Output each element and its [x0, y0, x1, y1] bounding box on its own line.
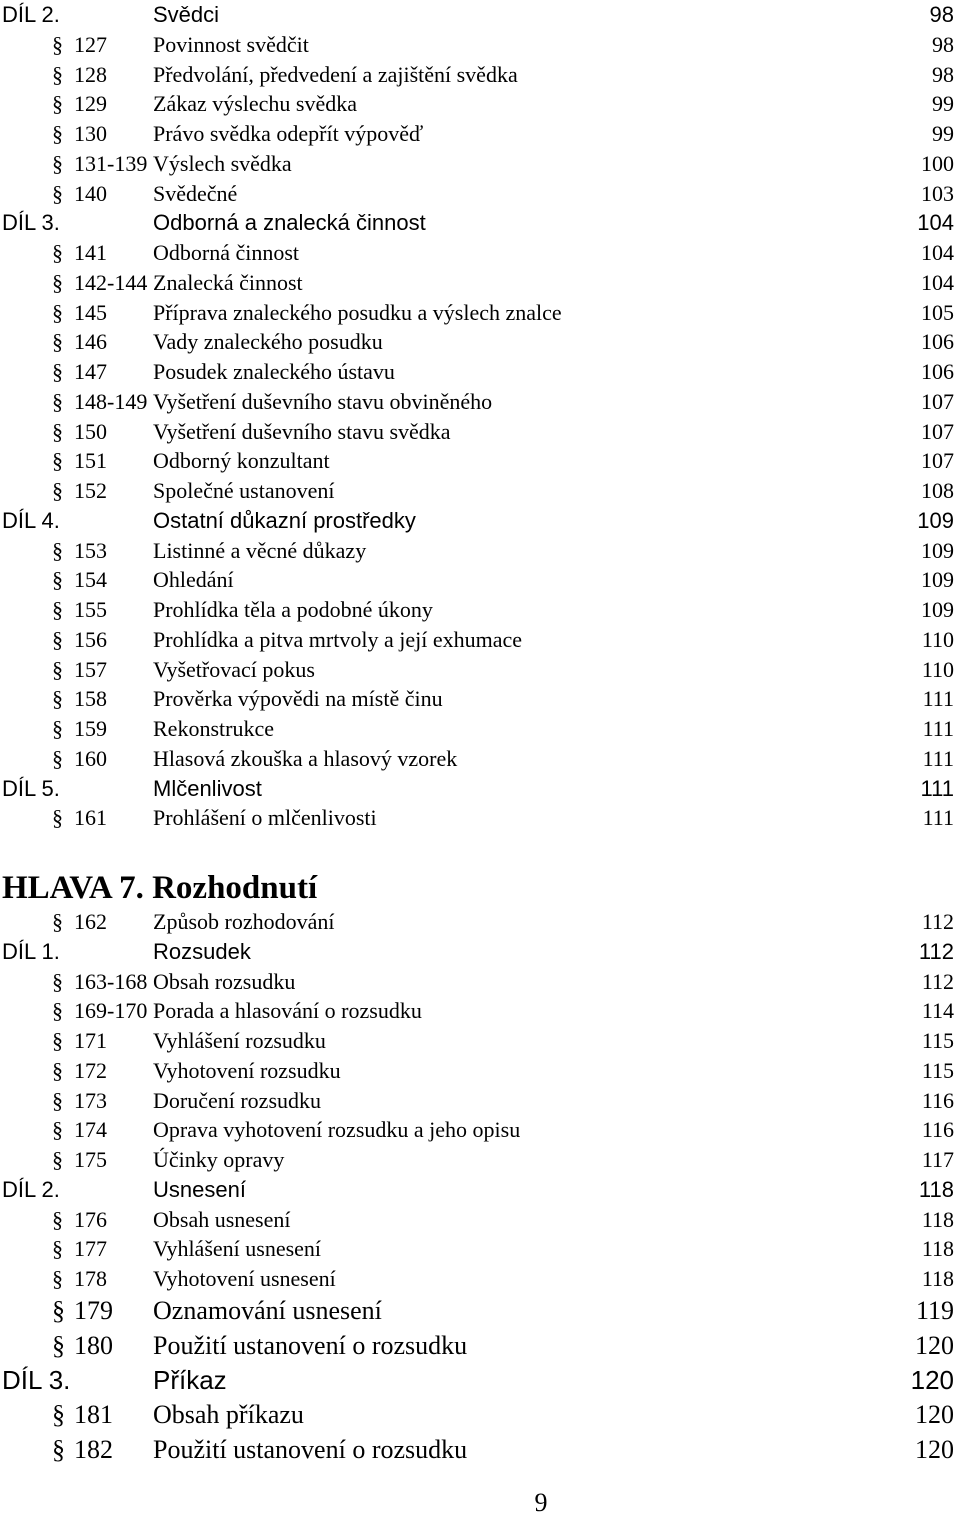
toc-page-number: 112	[921, 909, 954, 934]
section-sign-icon: §	[52, 537, 63, 563]
section-sign-icon: §	[52, 240, 63, 265]
toc-page-number: 110	[921, 656, 954, 682]
toc-page-number: 105	[921, 299, 954, 325]
paragraph-number	[52, 1026, 107, 1056]
toc-page-number: 109	[921, 567, 954, 593]
toc-paragraph-row	[0, 1026, 960, 1056]
paragraph-number-text: 131-139	[74, 150, 148, 176]
toc-division-row	[0, 1363, 960, 1398]
paragraph-number	[52, 1398, 113, 1433]
section-sign-icon: §	[52, 716, 63, 741]
toc-page-number: 119	[915, 1295, 954, 1325]
paragraph-number	[52, 967, 147, 997]
paragraph-number	[52, 536, 107, 566]
toc-paragraph-row	[0, 1264, 960, 1294]
section-sign-icon: §	[52, 968, 63, 994]
toc-entry-title: Výslech svědka	[153, 150, 292, 176]
paragraph-number	[52, 1145, 107, 1175]
section-sign-icon: §	[52, 1028, 63, 1053]
toc-paragraph-row	[0, 417, 960, 447]
toc-entry-title: Použití ustanovení o rozsudku	[153, 1434, 468, 1464]
section-sign-icon: §	[52, 1330, 65, 1360]
section-sign-icon: §	[52, 1087, 63, 1113]
toc-page-number: 118	[921, 1236, 954, 1262]
paragraph-number	[52, 907, 107, 937]
toc-page-number: 109	[921, 537, 954, 563]
toc-entry-title: Listinné a věcné důkazy	[153, 537, 367, 563]
paragraph-number-text: 171	[74, 1028, 107, 1053]
toc-page-number: 104	[921, 269, 954, 295]
section-sign-icon: §	[52, 686, 63, 712]
paragraph-number	[52, 89, 107, 119]
toc-entry-title: Odborná činnost	[153, 240, 300, 265]
toc-page-number: 120	[915, 1400, 954, 1429]
paragraph-number-text: 162	[74, 909, 107, 934]
toc-entry-title: Vady znaleckého posudku	[153, 329, 383, 355]
toc-page-number: 106	[921, 329, 954, 355]
toc-page-number: 120	[910, 1365, 954, 1396]
paragraph-number	[52, 655, 107, 685]
toc-paragraph-row	[0, 967, 960, 997]
paragraph-number	[52, 1115, 107, 1145]
section-sign-icon: §	[52, 180, 63, 206]
paragraph-number	[52, 30, 107, 60]
paragraph-number	[52, 327, 107, 357]
paragraph-number-text: 147	[74, 359, 107, 384]
toc-entry-title: Vyhotovení rozsudku	[153, 1057, 341, 1083]
toc-page-number: 98	[932, 61, 954, 87]
toc-paragraph-row	[0, 89, 960, 119]
paragraph-number-text: 177	[74, 1236, 107, 1262]
toc-paragraph-row	[0, 476, 960, 506]
section-sign-icon: §	[52, 1295, 65, 1325]
toc-entry-title: Prohlášení o mlčenlivosti	[153, 805, 377, 831]
paragraph-number-text: 173	[74, 1087, 107, 1113]
toc-entry-title: Znalecká činnost	[153, 269, 303, 295]
toc-paragraph-row	[0, 625, 960, 655]
paragraph-number-text: 157	[74, 656, 107, 682]
toc-paragraph-row	[0, 298, 960, 328]
toc-entry-title: Rekonstrukce	[153, 716, 274, 741]
toc-division-row	[0, 506, 960, 536]
paragraph-number	[52, 357, 107, 387]
toc-page-number: 120	[915, 1330, 954, 1360]
paragraph-number	[52, 625, 107, 655]
toc-entry-title: Rozsudek	[153, 938, 251, 964]
toc-entry-title: Vyšetření duševního stavu svědka	[153, 418, 451, 444]
paragraph-number-text: 151	[74, 448, 107, 474]
toc-entry-title: Příprava znaleckého posudku a výslech znalce	[153, 299, 562, 325]
toc-paragraph-row	[0, 536, 960, 566]
section-sign-icon: §	[52, 448, 63, 474]
paragraph-number	[52, 714, 107, 744]
division-label: DÍL 2.	[2, 1176, 60, 1202]
section-sign-icon: §	[52, 150, 63, 176]
paragraph-number	[52, 149, 147, 179]
paragraph-number-text: 163-168	[74, 968, 148, 994]
toc-entry-title: Hlasová zkouška a hlasový vzorek	[153, 745, 458, 771]
toc-entry-title: Příkaz	[153, 1365, 227, 1396]
paragraph-number	[52, 1234, 107, 1264]
toc-paragraph-row	[0, 1398, 960, 1433]
paragraph-number-text: 180	[74, 1330, 113, 1360]
paragraph-number-text: 182	[74, 1434, 113, 1464]
paragraph-number-text: 154	[74, 567, 107, 593]
section-sign-icon: §	[52, 656, 63, 682]
toc-entry-title: Prohlídka a pitva mrtvoly a její exhumace	[153, 626, 523, 652]
toc-paragraph-row	[0, 1329, 960, 1364]
toc-paragraph-row	[0, 268, 960, 298]
toc-paragraph-row	[0, 1205, 960, 1235]
toc-entry-title: Odborný konzultant	[153, 448, 330, 474]
section-sign-icon: §	[52, 1206, 63, 1232]
paragraph-number-text: 181	[74, 1400, 113, 1429]
toc-paragraph-row	[0, 238, 960, 268]
paragraph-number-text: 156	[74, 626, 107, 652]
paragraph-number	[52, 1205, 107, 1235]
toc-entry-title: Svědci	[153, 2, 220, 27]
toc-paragraph-row	[0, 1234, 960, 1264]
toc-page-number: 120	[915, 1434, 954, 1464]
toc-page-number: 111	[922, 716, 954, 741]
paragraph-number	[52, 996, 147, 1026]
toc-paragraph-row	[0, 60, 960, 90]
toc-entry-title: Doručení rozsudku	[153, 1087, 322, 1113]
paragraph-number	[52, 565, 107, 595]
paragraph-number-text: 150	[74, 418, 107, 444]
section-sign-icon: §	[52, 1117, 63, 1143]
toc-paragraph-row	[0, 119, 960, 149]
paragraph-number-text: 145	[74, 299, 107, 325]
toc-page-number: 99	[932, 91, 954, 117]
division-label: DÍL 5.	[2, 775, 60, 801]
section-sign-icon: §	[52, 1400, 65, 1429]
toc-entry-title: Použití ustanovení o rozsudku	[153, 1330, 468, 1360]
toc-page-number: 107	[921, 388, 954, 414]
toc-entry-title: Obsah příkazu	[153, 1400, 304, 1429]
toc-entry-title: Vyhlášení usnesení	[153, 1236, 322, 1262]
section-sign-icon: §	[52, 909, 63, 934]
paragraph-number-text: 146	[74, 329, 107, 355]
paragraph-number-text: 158	[74, 686, 107, 712]
toc-page-number: 111	[920, 775, 954, 801]
toc-page-number: 111	[922, 686, 954, 712]
toc-entry-title: Ostatní důkazní prostředky	[153, 507, 416, 533]
section-sign-icon: §	[52, 998, 63, 1024]
toc-entry-title: Předvolání, předvedení a zajištění svědka	[153, 61, 518, 87]
toc-paragraph-row	[0, 803, 960, 833]
paragraph-number-text: 175	[74, 1147, 107, 1172]
section-sign-icon: §	[52, 31, 63, 57]
paragraph-number	[52, 684, 107, 714]
paragraph-number	[52, 446, 107, 476]
toc-paragraph-row	[0, 387, 960, 417]
section-sign-icon: §	[52, 597, 63, 622]
paragraph-number-text: 155	[74, 597, 107, 622]
paragraph-number	[52, 1264, 107, 1294]
toc-page-number: 118	[921, 1266, 954, 1291]
toc-page-number: 115	[921, 1057, 954, 1083]
paragraph-number	[52, 268, 147, 298]
paragraph-number-text: 140	[74, 180, 107, 206]
paragraph-number-text: 148-149	[74, 388, 148, 414]
paragraph-number-text: 161	[74, 805, 107, 831]
paragraph-number	[52, 179, 107, 209]
toc-page-number: 115	[921, 1028, 954, 1053]
toc-page-number: 112	[918, 938, 954, 964]
paragraph-number-text: 160	[74, 745, 107, 771]
paragraph-number	[52, 417, 107, 447]
toc-paragraph-row	[0, 684, 960, 714]
toc-page-number: 118	[921, 1206, 954, 1232]
section-sign-icon: §	[52, 388, 63, 414]
toc-paragraph-row	[0, 565, 960, 595]
paragraph-number-text: 127	[74, 31, 107, 57]
toc-paragraph-row	[0, 655, 960, 685]
toc-page-number: 117	[921, 1147, 954, 1172]
division-label: DÍL 4.	[2, 507, 60, 533]
toc-paragraph-row	[0, 149, 960, 179]
paragraph-number-text: 179	[74, 1295, 113, 1325]
section-sign-icon: §	[52, 478, 63, 503]
toc-page-number: 100	[921, 150, 954, 176]
section-sign-icon: §	[52, 1147, 63, 1172]
division-label: DÍL 1.	[2, 938, 60, 964]
paragraph-number-text: 174	[74, 1117, 107, 1143]
toc-page-number: 108	[921, 478, 954, 503]
paragraph-number-text: 169-170	[74, 998, 148, 1024]
toc-paragraph-row	[0, 744, 960, 774]
toc-paragraph-row	[0, 595, 960, 625]
paragraph-number-text: 172	[74, 1057, 107, 1083]
paragraph-number-text: 153	[74, 537, 107, 563]
toc-paragraph-row	[0, 1145, 960, 1175]
toc-section-b	[0, 907, 960, 1468]
paragraph-number	[52, 60, 107, 90]
toc-page-number: 112	[921, 968, 954, 994]
toc-page-number: 104	[917, 210, 954, 236]
toc-entry-title: Obsah rozsudku	[153, 968, 296, 994]
toc-division-row	[0, 0, 960, 30]
toc-entry-title: Právo svědka odepřít výpověď	[153, 121, 424, 146]
paragraph-number-text: 128	[74, 61, 107, 87]
toc-entry-title: Povinnost svědčit	[153, 31, 309, 57]
toc-entry-title: Porada a hlasování o rozsudku	[153, 998, 422, 1024]
toc-paragraph-row	[0, 179, 960, 209]
section-sign-icon: §	[52, 61, 63, 87]
chapter-heading: HLAVA 7. Rozhodnutí	[2, 870, 318, 906]
toc-page-number: 111	[922, 805, 954, 831]
paragraph-number	[52, 1056, 107, 1086]
toc-page-number: 107	[921, 448, 954, 474]
paragraph-number-text: 178	[74, 1266, 107, 1291]
toc-page-number: 116	[921, 1087, 954, 1113]
toc-entry-title: Ohledání	[153, 567, 234, 593]
toc-entry-title: Oznamování usnesení	[153, 1295, 382, 1325]
paragraph-number	[52, 238, 107, 268]
paragraph-number	[52, 803, 107, 833]
toc-entry-title: Společné ustanovení	[153, 478, 335, 503]
toc-entry-title: Svědečné	[153, 180, 238, 206]
toc-entry-title: Účinky opravy	[153, 1147, 285, 1172]
toc-page-number: 109	[917, 507, 954, 533]
toc-entry-title: Vyhlášení rozsudku	[153, 1028, 326, 1053]
toc-paragraph-row	[0, 30, 960, 60]
toc-paragraph-row	[0, 357, 960, 387]
toc-page-number: 109	[921, 597, 954, 622]
toc-entry-title: Vyšetření duševního stavu obviněného	[153, 388, 493, 414]
section-sign-icon: §	[52, 1057, 63, 1083]
division-label: DÍL 3.	[2, 1365, 71, 1396]
section-sign-icon: §	[52, 418, 63, 444]
division-label: DÍL 2.	[2, 2, 60, 27]
paragraph-number	[52, 476, 107, 506]
toc-division-row	[0, 208, 960, 238]
toc-division-row	[0, 937, 960, 967]
toc-entry-title: Prohlídka těla a podobné úkony	[153, 597, 433, 622]
toc-entry-title: Způsob rozhodování	[153, 909, 335, 934]
paragraph-number-text: 176	[74, 1206, 107, 1232]
toc-entry-title: Vyšetřovací pokus	[153, 656, 315, 682]
toc-entry-title: Zákaz výslechu svědka	[153, 91, 358, 117]
section-sign-icon: §	[52, 567, 63, 593]
toc-paragraph-row	[0, 1056, 960, 1086]
section-sign-icon: §	[52, 626, 63, 652]
toc-paragraph-row	[0, 327, 960, 357]
toc-entry-title: Usnesení	[153, 1176, 246, 1202]
paragraph-number-text: 142-144	[74, 269, 148, 295]
toc-entry-title: Mlčenlivost	[153, 775, 262, 801]
toc-paragraph-row	[0, 1433, 960, 1468]
section-sign-icon: §	[52, 269, 63, 295]
toc-page-number: 118	[918, 1176, 954, 1202]
paragraph-number	[52, 744, 107, 774]
toc-entry-title: Posudek znaleckého ústavu	[153, 359, 395, 384]
toc-entry-title: Obsah usnesení	[153, 1206, 291, 1232]
paragraph-number-text: 129	[74, 91, 107, 117]
section-sign-icon: §	[52, 805, 63, 831]
section-sign-icon: §	[52, 91, 63, 117]
paragraph-number	[52, 119, 107, 149]
paragraph-number-text: 159	[74, 716, 107, 741]
toc-page-number: 116	[921, 1117, 954, 1143]
paragraph-number	[52, 1329, 113, 1364]
toc-page-number: 107	[921, 418, 954, 444]
paragraph-number-text: 152	[74, 478, 107, 503]
section-sign-icon: §	[52, 299, 63, 325]
paragraph-number	[52, 1433, 113, 1468]
toc-page-number: 103	[921, 180, 954, 206]
paragraph-number	[52, 595, 107, 625]
toc-entry-title: Prověrka výpovědi na místě činu	[153, 686, 443, 712]
paragraph-number-text: 130	[74, 121, 107, 146]
toc-paragraph-row	[0, 1294, 960, 1329]
toc-page-number: 111	[922, 745, 954, 771]
toc-page-number: 98	[932, 31, 954, 57]
section-sign-icon: §	[52, 329, 63, 355]
toc-paragraph-row	[0, 1086, 960, 1116]
toc-division-row	[0, 774, 960, 804]
toc-entry-title: Vyhotovení usnesení	[153, 1266, 336, 1291]
paragraph-number	[52, 298, 107, 328]
section-sign-icon: §	[52, 1236, 63, 1262]
paragraph-number	[52, 1086, 107, 1116]
toc-page-number: 110	[921, 626, 954, 652]
toc-paragraph-row	[0, 714, 960, 744]
section-sign-icon: §	[52, 121, 63, 146]
toc-paragraph-row	[0, 907, 960, 937]
toc-paragraph-row	[0, 996, 960, 1026]
toc-page-number: 104	[921, 240, 954, 265]
paragraph-number	[52, 387, 147, 417]
section-sign-icon: §	[52, 745, 63, 771]
toc-paragraph-row	[0, 446, 960, 476]
toc-paragraph-row	[0, 1115, 960, 1145]
paragraph-number	[52, 1294, 113, 1329]
toc-page-number: 106	[921, 359, 954, 384]
section-sign-icon: §	[52, 359, 63, 384]
paragraph-number-text: 141	[74, 240, 107, 265]
toc-page-number: 99	[932, 121, 954, 146]
toc-entry-title: Oprava vyhotovení rozsudku a jeho opisu	[153, 1117, 521, 1143]
toc-page-number: 98	[929, 2, 954, 27]
toc-division-row	[0, 1175, 960, 1205]
toc-entry-title: Odborná a znalecká činnost	[153, 210, 426, 236]
toc-page-number: 114	[921, 998, 954, 1024]
page-number: 9	[534, 1488, 548, 1517]
section-sign-icon: §	[52, 1434, 65, 1464]
division-label: DÍL 3.	[2, 210, 60, 236]
section-sign-icon: §	[52, 1266, 63, 1291]
